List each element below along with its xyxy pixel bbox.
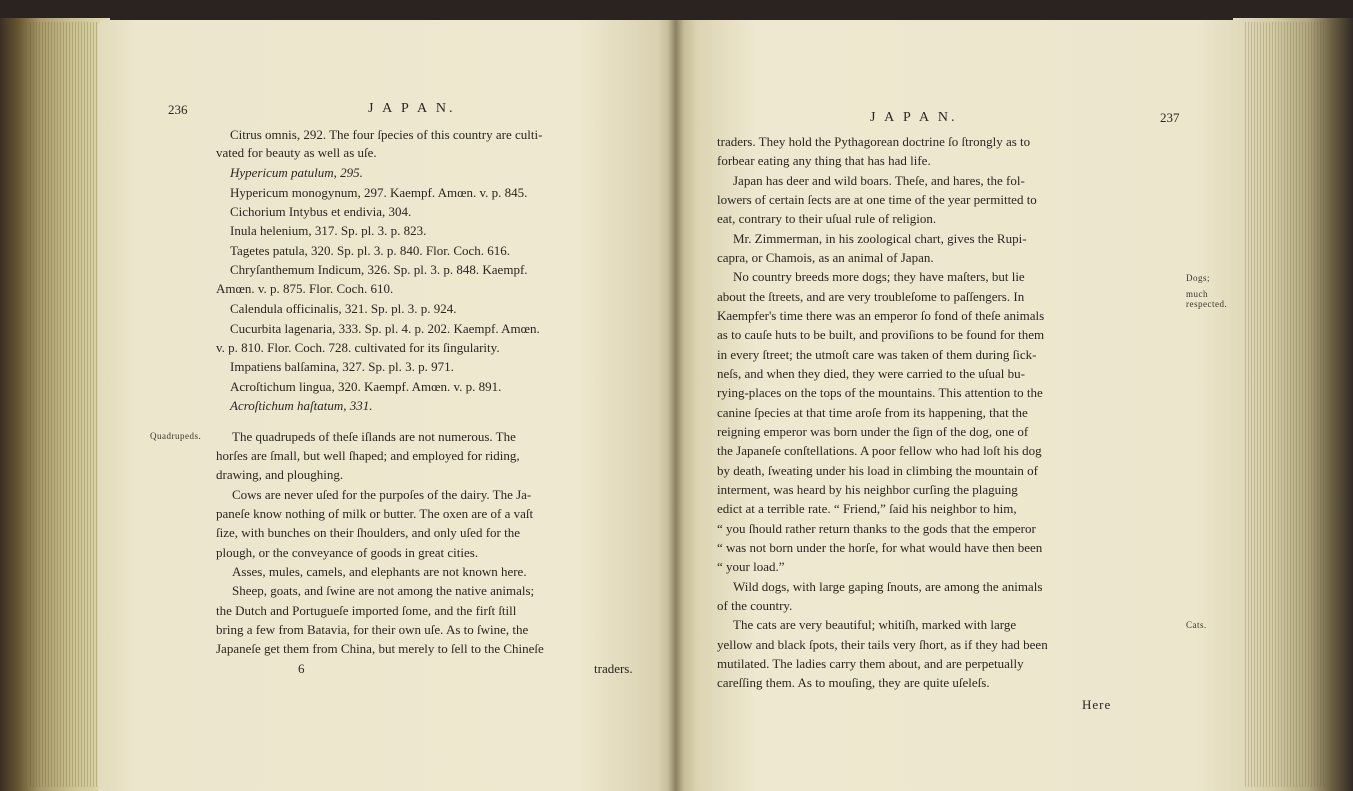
left-line-1: Citrus omnis, 292. The four ſpecies of this country are culti- [230,127,543,142]
left-running-head: J A P A N. [368,101,456,116]
left-line-15: Acroſtichum haſtatum, 331. [230,398,373,413]
right-line-20: edict at a terrible rate. “ Friend,” ſaid his neighbor to him, [717,501,1017,516]
right-sidenote-dogs: Dogs; [1186,273,1211,283]
left-sidenote-quadrupeds: Quadrupeds. [150,431,202,441]
right-line-3: Japan has deer and wild boars. Theſe, and hares, the fol- [733,173,1025,188]
right-line-23: “ your load.” [717,559,785,574]
right-line-25: of the country. [717,598,793,613]
left-page-edge-lines [30,22,100,787]
right-line-29: careſſing them. As to mouſing, they are quite uſeleſs. [717,675,990,690]
right-line-4: lowers of certain ſects are at one time of the year permitted to [717,192,1037,207]
left-page-number: 236 [168,102,188,117]
left-line-10: Calendula officinalis, 321. Sp. pl. 3. p. 924. [230,301,457,316]
left-line-20: paneſe know nothing of milk or butter. The oxen are of a vaſt [216,506,534,521]
right-line-7: capra, or Chamois, as an animal of Japan. [717,250,934,265]
left-line-27: Japaneſe get them from China, but merely to ſell to the Chineſe [216,641,544,656]
right-catchword: Here [1082,697,1112,712]
left-line-7: Tagetes patula, 320. Sp. pl. 3. p. 840. Flor. Coch. 616. [230,243,511,258]
left-line-13: Impatiens balſamina, 327. Sp. pl. 3. p. 971. [230,359,454,374]
right-line-27: yellow and black ſpots, their tails very ſhort, as if they had been [717,637,1048,652]
right-line-5: eat, contrary to their uſual rule of religion. [717,211,937,226]
right-line-15: canine ſpecies at that time aroſe from its happening, that the [717,405,1028,420]
right-line-10: Kaempfer's time there was an emperor ſo fond of theſe animals [717,308,1045,323]
left-line-26: bring a few from Batavia, for their own uſe. As to ſwine, the [216,622,529,637]
right-line-17: the Japaneſe conſtellations. A poor fellow who had loſt his dog [717,443,1042,458]
left-line-3: Hypericum patulum, 295. [230,165,363,180]
right-line-8: No country breeds more dogs; they have maſters, but lie [733,269,1025,284]
left-line-22: plough, or the conveyance of goods in great cities. [216,545,479,560]
left-catchword: traders. [594,661,633,676]
left-line-23: Asses, mules, camels, and elephants are not known here. [232,564,527,579]
left-line-5: Cichorium Intybus et endivia, 304. [230,204,412,219]
right-line-22: “ was not born under the horſe, for what would have then been [717,540,1043,555]
left-line-2: vated for beauty as well as uſe. [216,145,377,160]
right-line-26: The cats are very beautiful; whitiſh, marked with large [733,617,1017,632]
left-line-12: v. p. 810. Flor. Coch. 728. cultivated for its ſingularity. [216,340,500,355]
right-line-12: in every ſtreet; the utmoſt care was taken of them during ſick- [717,347,1037,362]
right-line-19: interment, was heard by his neighbor curſing the plaguing [717,482,1018,497]
right-line-2: forbear eating any thing that has had life. [717,153,931,168]
left-line-6: Inula helenium, 317. Sp. pl. 3. p. 823. [230,223,427,238]
left-line-18: drawing, and ploughing. [216,467,344,482]
left-line-9: Amœn. v. p. 875. Flor. Coch. 610. [216,281,394,296]
left-line-14: Acroſtichum lingua, 320. Kaempf. Amœn. v. p. 891. [230,379,502,394]
left-line-24: Sheep, goats, and ſwine are not among the native animals; [232,583,535,598]
left-line-4: Hypericum monogynum, 297. Kaempf. Amœn. v. p. 845. [230,185,528,200]
left-line-19: Cows are never uſed for the purpoſes of the dairy. The Ja- [232,487,532,502]
right-line-21: “ you ſhould rather return thanks to the gods that the emperor [717,521,1036,536]
right-line-14: rying-places on the tops of the mountains. This attention to the [717,385,1043,400]
book-gutter [668,20,684,791]
left-signature: 6 [298,661,305,676]
right-line-1: traders. They hold the Pythagorean doctrine ſo ſtrongly as to [717,134,1031,149]
left-line-17: horſes are ſmall, but well ſhaped; and employed for riding, [216,448,520,463]
left-line-21: ſize, with bunches on their ſhoulders, and only uſed for the [216,525,520,540]
right-line-16: reigning emperor was born under the ſign of the dog, one of [717,424,1029,439]
right-line-13: neſs, and when they died, they were carried to the uſual bu- [717,366,1025,381]
right-page-edge-lines [1245,22,1325,787]
left-line-25: the Dutch and Portugueſe imported ſome, and the firſt ſtill [216,603,517,618]
left-line-16: The quadrupeds of theſe iſlands are not numerous. The [232,429,516,444]
right-page-number: 237 [1160,110,1180,125]
right-line-18: by death, ſweating under his load in climbing the mountain of [717,463,1038,478]
right-line-24: Wild dogs, with large gaping ſnouts, are among the animals [733,579,1043,594]
right-sidenote-much: much [1186,289,1208,299]
right-line-11: as to cauſe huts to be built, and proviſions to be found for them [717,327,1045,342]
right-line-9: about the ſtreets, and are very troubleſome to paſſengers. In [717,289,1025,304]
right-line-28: mutilated. The ladies carry them about, and are perpetually [717,656,1024,671]
left-line-11: Cucurbita lagenaria, 333. Sp. pl. 4. p. 202. Kaempf. Amœn. [230,321,540,336]
right-line-6: Mr. Zimmerman, in his zoological chart, gives the Rupi- [733,231,1027,246]
right-running-head: J A P A N. [870,110,958,125]
right-sidenote-respected: respected. [1186,299,1228,309]
left-line-8: Chryſanthemum Indicum, 326. Sp. pl. 3. p. 848. Kaempf. [230,262,528,277]
right-sidenote-cats: Cats. [1186,620,1207,630]
